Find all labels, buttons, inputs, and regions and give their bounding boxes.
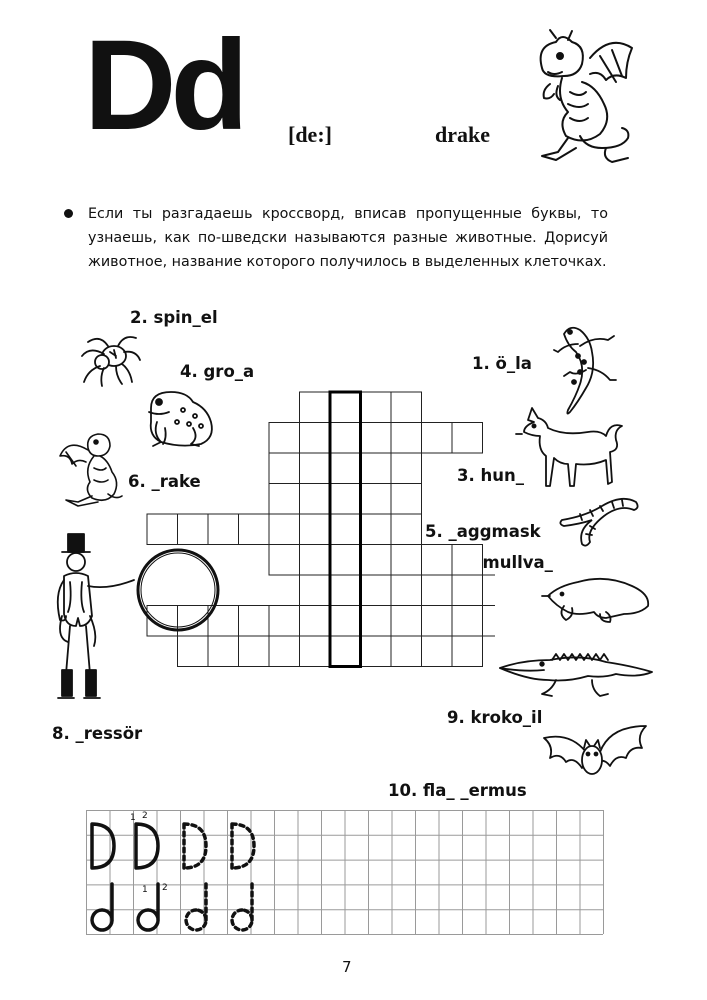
crossword-cell[interactable] (361, 575, 392, 606)
crossword-cell[interactable] (361, 453, 392, 484)
crossword-cell[interactable] (330, 514, 361, 545)
spider-icon (78, 332, 142, 388)
clue-4: 4. gro_a (180, 362, 255, 381)
crossword-cell[interactable] (483, 606, 496, 637)
crocodile-icon (496, 646, 656, 706)
crossword-cell[interactable] (452, 636, 483, 667)
crossword-cell[interactable] (422, 606, 453, 637)
stroke-number-2: 2 (142, 811, 148, 821)
crossword-cell[interactable] (269, 514, 300, 545)
clue-2: 2. spin_el (130, 308, 218, 327)
clue-9: 9. kroko_il (447, 708, 543, 727)
crossword-cell[interactable] (452, 606, 483, 637)
crossword-cell[interactable] (239, 606, 270, 637)
example-word: drake (435, 122, 490, 147)
crossword-cell[interactable] (452, 545, 483, 576)
lowercase-d-guides (92, 884, 252, 930)
crossword-cell[interactable] (361, 423, 392, 454)
crossword-cell[interactable] (269, 545, 300, 576)
crossword-cell[interactable] (361, 392, 392, 423)
crossword-cell[interactable] (330, 575, 361, 606)
bat-icon (540, 722, 650, 786)
task-instruction: Если ты разгадаешь кроссворд, вписав пропущенные буквы, то узнаешь, как по-шведски называются разные животные. Дорисуй животное, название которого получилось в выделенных клеточках. (88, 206, 608, 270)
crossword-cell[interactable] (269, 606, 300, 637)
clue-10: 10. fla_ _ermus (388, 781, 527, 800)
crossword-cell[interactable] (391, 392, 422, 423)
crossword-cell[interactable] (300, 484, 331, 515)
crossword-cell[interactable] (269, 484, 300, 515)
dragon-icon (58, 430, 126, 508)
page-number: 7 (342, 958, 352, 976)
crossword-cell[interactable] (330, 545, 361, 576)
crossword-cell[interactable] (361, 484, 392, 515)
dog-icon (514, 406, 624, 488)
crossword-cell[interactable] (330, 606, 361, 637)
crossword-cell[interactable] (422, 575, 453, 606)
crossword-cell[interactable] (422, 636, 453, 667)
crossword-cell[interactable] (300, 575, 331, 606)
stroke-number-2: 2 (162, 883, 168, 893)
stroke-number-1: 1 (142, 885, 148, 895)
crossword-cell[interactable] (391, 636, 422, 667)
crossword-cell[interactable] (361, 514, 392, 545)
crossword-cell[interactable] (361, 636, 392, 667)
crossword-cell[interactable] (422, 545, 453, 576)
crossword-cell[interactable] (391, 514, 422, 545)
crossword-cell[interactable] (300, 514, 331, 545)
crossword-cell[interactable] (300, 392, 331, 423)
crossword-cell[interactable] (391, 575, 422, 606)
clue-1: 1. ö_la (472, 354, 532, 373)
mole-icon (540, 566, 652, 626)
transcription: [de:] (288, 122, 332, 147)
crossword-cell[interactable] (391, 423, 422, 454)
crossword-cell[interactable] (269, 636, 300, 667)
crossword-cell[interactable] (330, 392, 361, 423)
crossword-cell[interactable] (361, 545, 392, 576)
crossword-cell[interactable] (300, 606, 331, 637)
crossword-cell[interactable] (361, 606, 392, 637)
crossword-cell[interactable] (300, 545, 331, 576)
crossword-cell[interactable] (391, 453, 422, 484)
crossword-cell[interactable] (422, 423, 453, 454)
crossword-cell[interactable] (483, 575, 496, 606)
crossword-cell[interactable] (452, 575, 483, 606)
worm-icon (556, 494, 642, 552)
clue-7: mullva_ (482, 553, 553, 572)
crossword-cell[interactable] (330, 423, 361, 454)
crossword-cell[interactable] (391, 484, 422, 515)
crossword-cell[interactable] (300, 453, 331, 484)
crossword-cell[interactable] (391, 545, 422, 576)
crossword-cell[interactable] (330, 636, 361, 667)
crossword-cell[interactable] (300, 423, 331, 454)
bullet-point (64, 209, 73, 218)
stroke-number-1: 1 (130, 813, 136, 823)
clue-5: 5. _aggmask (425, 522, 541, 541)
crossword-cell[interactable] (239, 514, 270, 545)
crossword-cell[interactable] (452, 423, 483, 454)
crossword-cell[interactable] (269, 453, 300, 484)
toad-icon (143, 388, 217, 450)
crossword-cell[interactable] (269, 423, 300, 454)
crossword-cell[interactable] (300, 636, 331, 667)
uppercase-d-guides (92, 824, 254, 868)
crossword-cell[interactable] (391, 606, 422, 637)
ringmaster-icon (42, 530, 222, 714)
big-letter-heading: Dd (84, 14, 243, 157)
dragon-icon (520, 28, 640, 168)
clue-6: 6. _rake (128, 472, 201, 491)
crossword-cell[interactable] (330, 453, 361, 484)
handwriting-practice-grid (86, 810, 606, 938)
clue-8: 8. _ressör (52, 724, 143, 743)
clue-3: 3. hun_ (457, 466, 524, 485)
lizard-icon (550, 320, 620, 418)
crossword-cell[interactable] (239, 636, 270, 667)
crossword-cell[interactable] (330, 484, 361, 515)
